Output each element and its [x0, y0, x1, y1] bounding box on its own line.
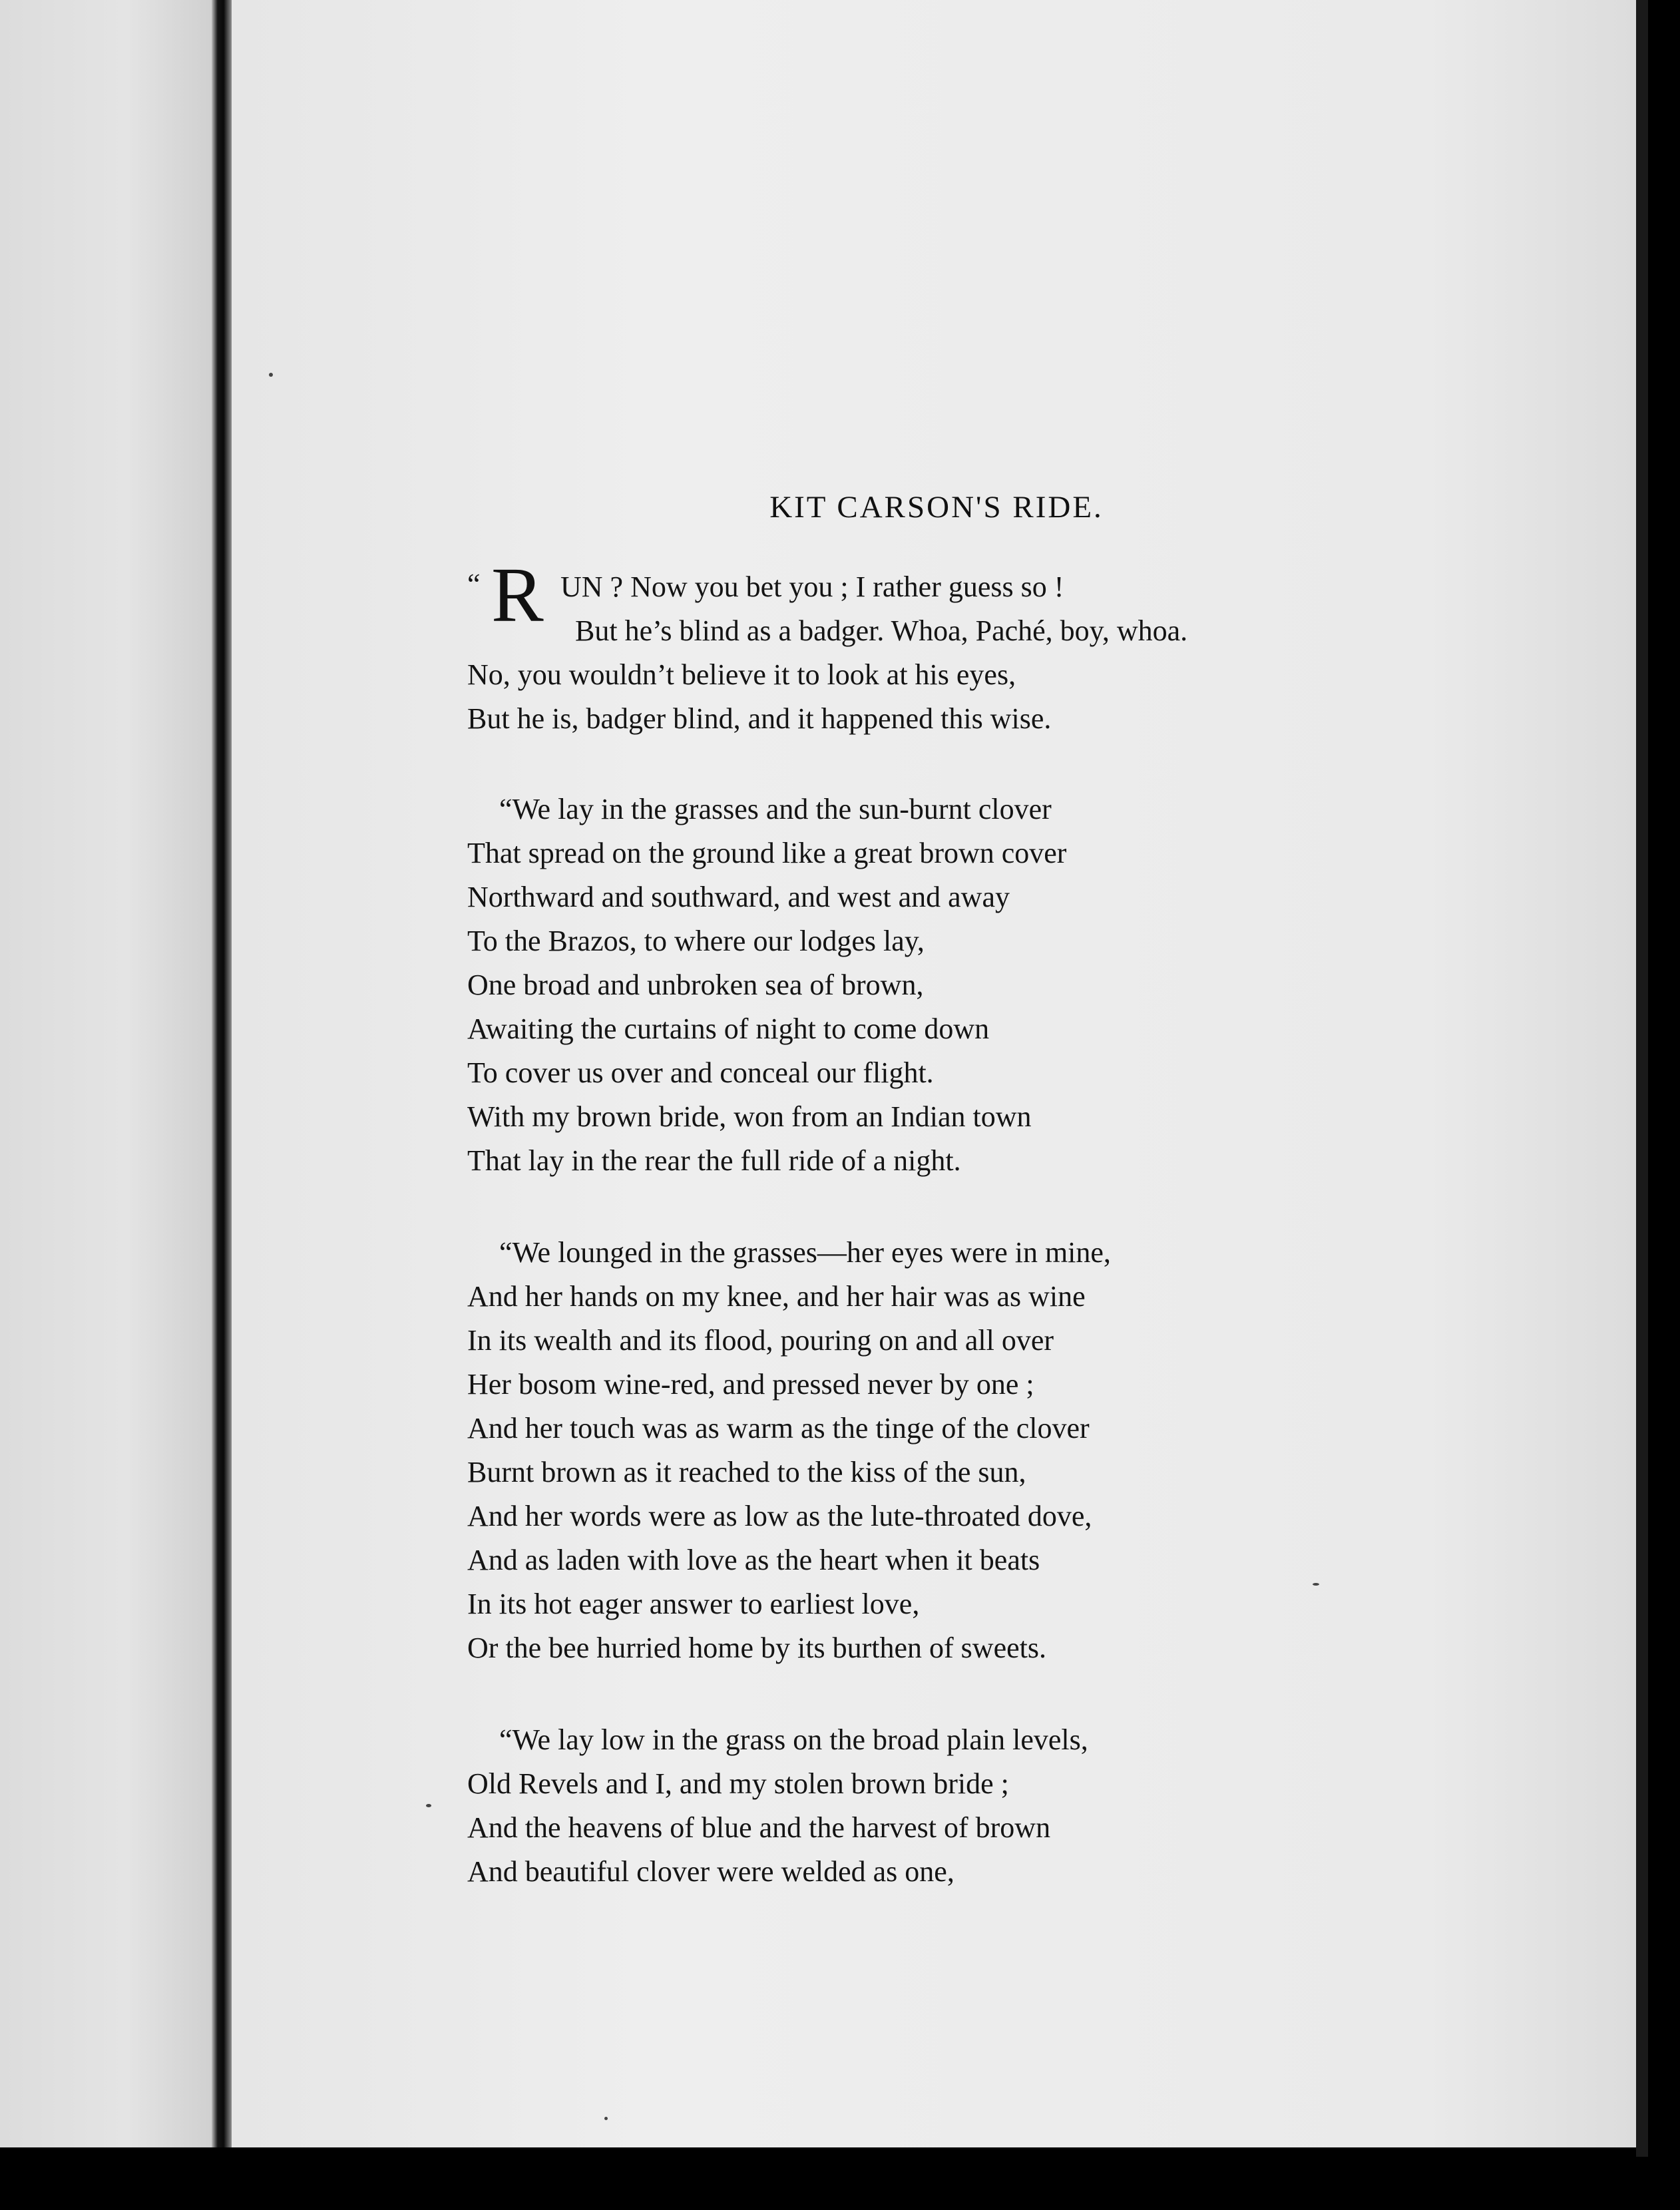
poem-line: And her words were as low as the lute-throated dove, — [467, 1500, 1092, 1532]
poem-line: Burnt brown as it reached to the kiss of the sun, — [467, 1456, 1026, 1488]
scan-speck — [426, 1804, 431, 1807]
dropcap-quote: “ — [467, 568, 481, 600]
book-gutter — [212, 0, 232, 2147]
poem-line: Her bosom wine-red, and pressed never by one ; — [467, 1368, 1034, 1401]
poem-line: But he’s blind as a badger. Whoa, Paché, boy, whoa. — [575, 614, 1188, 647]
scan-speck — [1313, 1583, 1319, 1586]
poem-line: Northward and southward, and west and away — [467, 881, 1010, 913]
scan-speck — [604, 2117, 608, 2120]
left-page-edge — [0, 0, 212, 2147]
scan-speck — [269, 373, 273, 377]
poem-line: To the Brazos, to where our lodges lay, — [467, 925, 925, 957]
poem-line: That spread on the ground like a great brown cover — [467, 837, 1067, 869]
poem-line: In its wealth and its flood, pouring on and all over — [467, 1324, 1054, 1357]
poem-line: And her touch was as warm as the tinge of the clover — [467, 1412, 1090, 1444]
page-title: KIT CARSON'S RIDE. — [769, 490, 1104, 525]
right-page-edge — [1636, 0, 1648, 2157]
poem-line: And the heavens of blue and the harvest of brown — [467, 1811, 1051, 1844]
poem-line: “We lay in the grasses and the sun-burnt clover — [499, 793, 1052, 825]
poem-line: And her hands on my knee, and her hair was as wine — [467, 1280, 1086, 1313]
poem-line: To cover us over and conceal our flight. — [467, 1056, 934, 1089]
dropcap-letter: R — [491, 551, 544, 638]
poem-line: One broad and unbroken sea of brown, — [467, 969, 924, 1001]
poem-line: But he is, badger blind, and it happened this wise. — [467, 702, 1052, 735]
poem-line: Old Revels and I, and my stolen brown bride ; — [467, 1767, 1009, 1800]
poem-line: No, you wouldn’t believe it to look at his eyes, — [467, 658, 1016, 691]
poem-line: With my brown bride, won from an Indian town — [467, 1100, 1032, 1133]
poem-line: Awaiting the curtains of night to come down — [467, 1012, 990, 1045]
poem-line: “We lay low in the grass on the broad plain levels, — [499, 1723, 1088, 1756]
poem-line: Or the bee hurried home by its burthen of sweets. — [467, 1632, 1046, 1664]
poem-line: “We lounged in the grasses—her eyes were in mine, — [499, 1236, 1111, 1269]
poem-line: In its hot eager answer to earliest love, — [467, 1588, 920, 1620]
poem-line: That lay in the rear the full ride of a night. — [467, 1144, 961, 1177]
poem-line: And as laden with love as the heart when it beats — [467, 1544, 1040, 1576]
poem-line: And beautiful clover were welded as one, — [467, 1855, 954, 1888]
poem-line: UN ? Now you bet you ; I rather guess so ! — [560, 570, 1064, 603]
